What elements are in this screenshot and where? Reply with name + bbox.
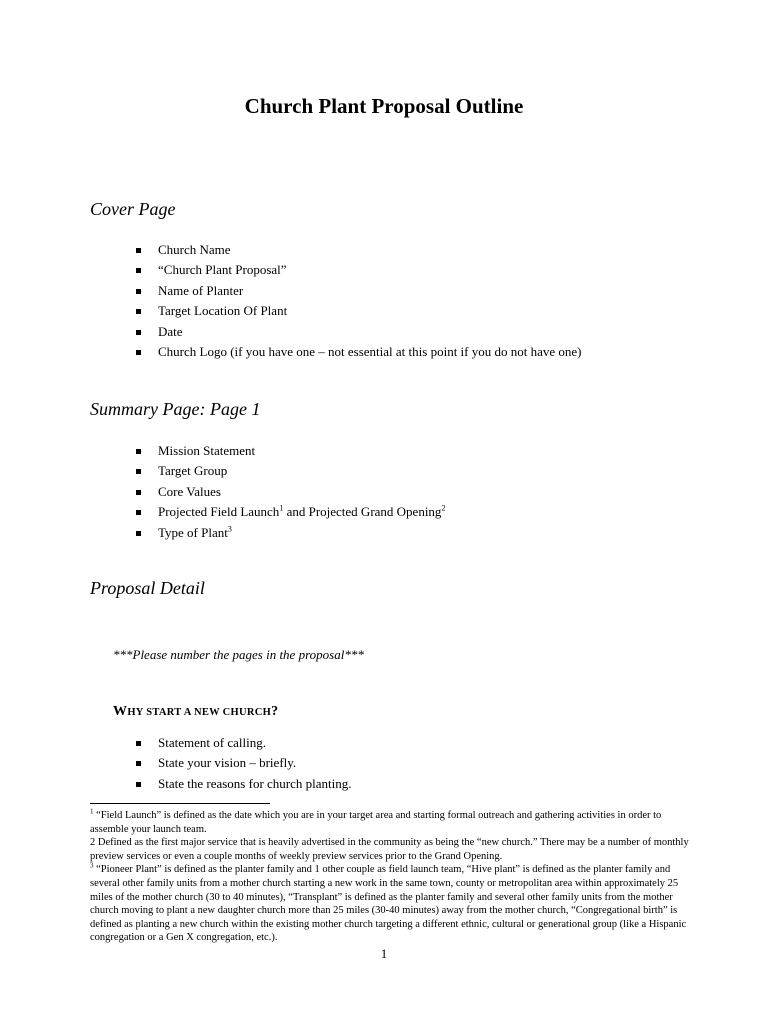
list-item: Church Name bbox=[136, 240, 582, 260]
proposal-detail-heading: Proposal Detail bbox=[90, 578, 205, 598]
list-item: Target Group bbox=[136, 461, 445, 481]
bullet-icon bbox=[136, 309, 141, 314]
list-item: State your vision – briefly. bbox=[136, 753, 352, 773]
bullet-icon bbox=[136, 782, 141, 787]
list-item: Statement of calling. bbox=[136, 733, 352, 753]
bullet-icon bbox=[136, 248, 141, 253]
list-item: Target Location Of Plant bbox=[136, 301, 582, 321]
footnotes bbox=[90, 809, 690, 945]
list-item: “Church Plant Proposal” bbox=[136, 260, 582, 280]
list-item: Mission Statement bbox=[136, 441, 445, 461]
list-item: Date bbox=[136, 322, 582, 342]
footnote-reference[interactable]: 1 bbox=[279, 503, 284, 513]
list-item: Church Logo (if you have one – not essential at this point if you do not have one) bbox=[136, 342, 582, 362]
footnote-separator bbox=[90, 803, 270, 804]
bullet-icon bbox=[136, 469, 141, 474]
bullet-icon bbox=[136, 268, 141, 273]
bullet-icon bbox=[136, 741, 141, 746]
bullet-icon bbox=[136, 510, 141, 515]
bullet-icon bbox=[136, 761, 141, 766]
bullet-icon bbox=[136, 350, 141, 355]
document-title: Church Plant Proposal Outline bbox=[244, 94, 524, 118]
why-start-list bbox=[136, 733, 352, 794]
bullet-icon bbox=[136, 289, 141, 294]
list-item: State the reasons for church planting. bbox=[136, 774, 352, 794]
summary-page-heading: Summary Page: Page 1 bbox=[90, 399, 261, 419]
list-item: Type of Plant$^3$ bbox=[136, 523, 445, 543]
bullet-icon bbox=[136, 449, 141, 454]
cover-page-list bbox=[136, 240, 582, 362]
bullet-icon bbox=[136, 330, 141, 335]
footnote-3: $^3$ “Pioneer Plant” is defined as the planter family and 1 other couple as field launch team, “Hive plant” is defined as the planter family and several other family units from a mother church starting a new work in the same town, county or metropolitan area within approximately 25 miles of the mother church (30 to 40 minutes), “Transplant” is defined as the planter family and several other family units from the mother church moving to plant a new daughter church more than 25 miles (30-40 minutes) away from the mother church, “Congregational birth” is defined as planting a new church within the existing mother church targeting a different ethnic, cultural or generational group (like a Hispanic congregation or a Gen X congregation, etc.). bbox=[90, 861, 687, 944]
summary-page-list bbox=[136, 441, 445, 543]
footnote-1: $^1$ “Field Launch” is defined as the date which you are in your target area and starting formal outreach and gathering activities in order to assemble your launch team. bbox=[90, 807, 662, 835]
bullet-icon bbox=[136, 531, 141, 536]
why-start-heading: WHY START A NEW CHURCH? bbox=[113, 704, 279, 719]
bullet-icon bbox=[136, 490, 141, 495]
footnote-reference[interactable]: 2 bbox=[441, 503, 446, 513]
list-item: Name of Planter bbox=[136, 281, 582, 301]
footnote-reference[interactable]: 3 bbox=[227, 524, 232, 534]
list-item: Projected Field Launch$^1$ and Projected Grand Opening$^2$ bbox=[136, 502, 445, 522]
page-number: 1 bbox=[380, 946, 388, 961]
list-item: Core Values bbox=[136, 482, 445, 502]
cover-page-heading: Cover Page bbox=[90, 199, 176, 219]
footnote-2: 2 Defined as the first major service that is heavily advertised in the community as being the “new church.” There may be a number of monthly preview services or even a couple months of weekly preview services prior to the Grand Opening. bbox=[90, 837, 689, 862]
page-number-note: ***Please number the pages in the proposal*** bbox=[113, 647, 364, 662]
